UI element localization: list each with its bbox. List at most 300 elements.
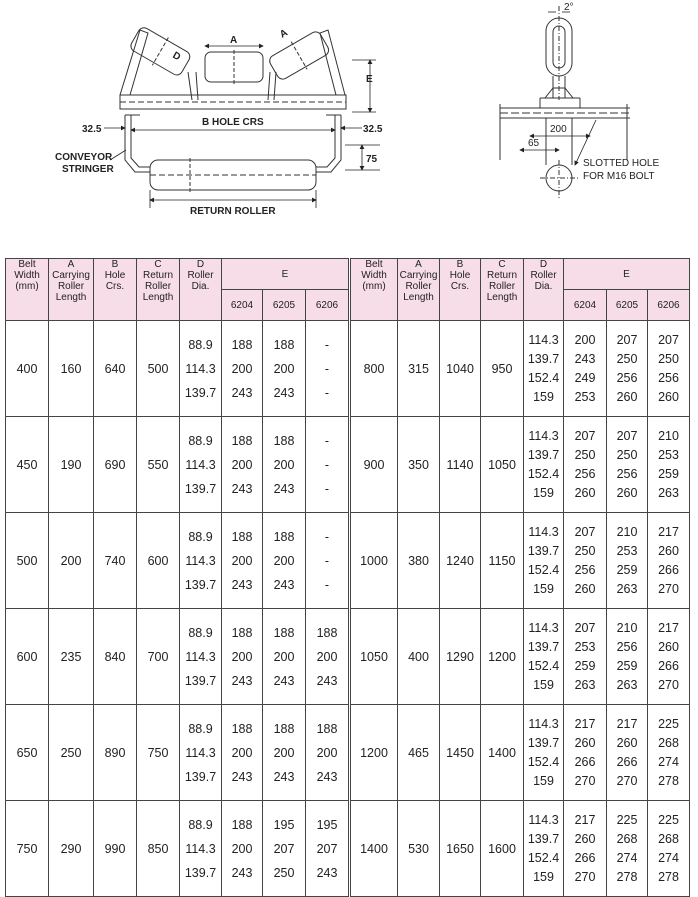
- header-line: Length: [142, 292, 174, 303]
- cell-value: 207: [574, 620, 596, 635]
- header-line: Return: [486, 270, 517, 281]
- header-line: Crs.: [450, 281, 470, 292]
- header-line: Length: [403, 292, 434, 303]
- cell-value: 88.9: [188, 721, 213, 736]
- cell-belt: 600: [6, 609, 49, 705]
- cell-value: 114.3: [528, 428, 559, 443]
- cell-e6206: [306, 417, 349, 513]
- cell-c: 950: [481, 321, 524, 417]
- cell-c: 1200: [481, 609, 524, 705]
- table-row: [6, 609, 349, 705]
- cell-value: 207: [616, 428, 638, 443]
- header-line: Belt: [18, 259, 36, 270]
- cell-a: 290: [49, 801, 94, 897]
- cell-value: 260: [616, 735, 638, 750]
- cell-e6205: [263, 801, 306, 897]
- cell-e6204: [222, 705, 263, 801]
- cell-value: 139.7: [527, 447, 560, 462]
- cell-b: 640: [94, 321, 137, 417]
- cell-value: 139.7: [527, 639, 560, 654]
- cell-value: 263: [658, 485, 679, 500]
- cell-value: 195: [273, 817, 295, 832]
- cell-value: 114.3: [185, 361, 216, 376]
- cell-value: 243: [273, 481, 295, 496]
- header-e-6205: 6205: [263, 290, 306, 321]
- cell-value: 266: [574, 850, 596, 865]
- header-line: Roller: [405, 281, 432, 292]
- cell-e6205: [607, 321, 648, 417]
- cell-d: [524, 705, 564, 801]
- cell-value: 253: [574, 639, 596, 654]
- cell-d: [524, 513, 564, 609]
- cell-value: 139.7: [184, 673, 217, 688]
- cell-e6204: [222, 513, 263, 609]
- cell-value: 260: [574, 735, 596, 750]
- table-row: [351, 513, 690, 609]
- header-e-6205: 6205: [607, 290, 648, 321]
- cell-value: 217: [616, 716, 638, 731]
- cell-value: 200: [273, 361, 295, 376]
- cell-value: 256: [574, 466, 596, 481]
- cell-a: 235: [49, 609, 94, 705]
- cell-value: -: [324, 361, 330, 376]
- dim-a-label: A: [230, 35, 238, 46]
- troughing-idler-diagram: [120, 23, 346, 192]
- cell-value: 243: [316, 865, 338, 880]
- cell-value: 266: [574, 754, 596, 769]
- cell-value: 243: [316, 769, 338, 784]
- cell-c: 1400: [481, 705, 524, 801]
- cell-b: 1650: [440, 801, 481, 897]
- table-row: [6, 513, 349, 609]
- header-line: Length: [55, 292, 87, 303]
- stringer-label: STRINGER: [62, 164, 114, 175]
- table-row: [351, 609, 690, 705]
- header-line: Width: [14, 270, 40, 281]
- cell-e6206: [648, 513, 690, 609]
- header-line: Crs.: [105, 281, 125, 292]
- cell-value: 200: [231, 361, 253, 376]
- cell-value: 188: [273, 529, 295, 544]
- cell-value: 243: [273, 385, 295, 400]
- cell-a: 350: [398, 417, 440, 513]
- header-line: Dia.: [534, 281, 553, 292]
- cell-e6204: [564, 609, 607, 705]
- cell-value: 152.4: [527, 658, 560, 673]
- table-row: [351, 801, 690, 897]
- cell-value: 278: [658, 773, 679, 788]
- header-line: A: [415, 259, 422, 270]
- cell-d: [524, 321, 564, 417]
- cell-c: 500: [137, 321, 180, 417]
- cell-value: 243: [231, 577, 253, 592]
- cell-e6204: [222, 801, 263, 897]
- header-line: Width: [361, 270, 387, 281]
- header-e: E: [222, 259, 349, 290]
- cell-value: 263: [616, 581, 638, 596]
- cell-value: 259: [658, 466, 679, 481]
- cell-d: [524, 417, 564, 513]
- cell-value: 207: [658, 332, 679, 347]
- cell-value: 200: [316, 745, 338, 760]
- cell-value: 243: [231, 673, 253, 688]
- cell-c: 1050: [481, 417, 524, 513]
- cell-belt: 450: [6, 417, 49, 513]
- cell-value: -: [324, 457, 330, 472]
- cell-value: 243: [231, 865, 253, 880]
- header-d-roller-dia: [524, 259, 564, 321]
- header-line: Roller: [187, 270, 214, 281]
- cell-value: 266: [658, 658, 679, 673]
- cell-value: 250: [658, 351, 679, 366]
- cell-e6204: [564, 417, 607, 513]
- cell-e6206: [306, 513, 349, 609]
- dim-e-label: E: [366, 74, 373, 85]
- cell-value: 274: [658, 850, 679, 865]
- cell-b: 740: [94, 513, 137, 609]
- header-line: Dia.: [191, 281, 210, 292]
- cell-value: 270: [658, 581, 679, 596]
- cell-belt: 1400: [351, 801, 398, 897]
- header-c-return-roller-length: [137, 259, 180, 321]
- b-hole-crs-label: B HOLE CRS: [202, 117, 264, 128]
- cell-value: 260: [658, 639, 679, 654]
- cell-value: 270: [616, 773, 638, 788]
- cell-belt: 800: [351, 321, 398, 417]
- header-line: (mm): [362, 281, 386, 292]
- cell-d: [180, 417, 222, 513]
- cell-value: 266: [658, 562, 679, 577]
- cell-value: 200: [273, 553, 295, 568]
- header-e-6206: 6206: [306, 290, 349, 321]
- cell-value: 256: [616, 466, 638, 481]
- header-a-carrying-roller-length: [398, 259, 440, 321]
- cell-c: 550: [137, 417, 180, 513]
- conveyor-label: CONVEYOR: [55, 152, 113, 163]
- cell-value: 210: [658, 428, 679, 443]
- header-belt-width: [351, 259, 398, 321]
- header-e: E: [564, 259, 690, 290]
- cell-value: 268: [616, 831, 638, 846]
- cell-value: 114.3: [185, 745, 216, 760]
- header-e-6204: 6204: [564, 290, 607, 321]
- cell-b: 1290: [440, 609, 481, 705]
- cell-value: 243: [273, 673, 295, 688]
- cell-a: 190: [49, 417, 94, 513]
- table-row: [351, 705, 690, 801]
- cell-value: 259: [616, 658, 638, 673]
- cell-e6205: [607, 513, 648, 609]
- cell-e6205: [263, 705, 306, 801]
- cell-c: 1600: [481, 801, 524, 897]
- cell-value: 256: [616, 639, 638, 654]
- header-line: Roller: [488, 281, 516, 292]
- header-line: Hole: [104, 270, 126, 281]
- header-a-carrying-roller-length: [49, 259, 94, 321]
- cell-value: 200: [316, 649, 338, 664]
- cell-e6205: [263, 609, 306, 705]
- return-drop-label: 75: [366, 154, 378, 165]
- cell-belt: 1200: [351, 705, 398, 801]
- cell-value: 188: [231, 433, 253, 448]
- cell-b: 990: [94, 801, 137, 897]
- cell-value: 188: [231, 625, 253, 640]
- cell-value: 225: [616, 812, 638, 827]
- header-line: Return: [142, 270, 173, 281]
- cell-e6204: [222, 609, 263, 705]
- cell-e6205: [607, 417, 648, 513]
- cell-value: 266: [616, 754, 638, 769]
- cell-value: 243: [273, 769, 295, 784]
- cell-e6206: [306, 321, 349, 417]
- cell-value: 152.4: [527, 754, 560, 769]
- angle-label: 2°: [564, 2, 574, 13]
- cell-value: 256: [574, 562, 596, 577]
- cell-value: 188: [231, 529, 253, 544]
- cell-d: [524, 609, 564, 705]
- cell-value: 114.3: [528, 812, 559, 827]
- cell-a: 200: [49, 513, 94, 609]
- header-line: Belt: [365, 259, 383, 270]
- header-e-6206: 6206: [648, 290, 690, 321]
- cell-e6205: [607, 705, 648, 801]
- cell-value: 249: [574, 370, 596, 385]
- cell-e6206: [648, 321, 690, 417]
- cell-value: 253: [658, 447, 679, 462]
- cell-value: 188: [273, 721, 295, 736]
- header-belt-width: [6, 259, 49, 321]
- cell-e6204: [564, 321, 607, 417]
- dim-d-label: D: [170, 50, 183, 64]
- cell-value: 243: [231, 769, 253, 784]
- cell-value: 139.7: [527, 735, 560, 750]
- cell-value: 159: [533, 677, 554, 692]
- cell-a: 380: [398, 513, 440, 609]
- width-200-label: 200: [550, 124, 567, 135]
- cell-value: 250: [616, 351, 638, 366]
- cell-c: 700: [137, 609, 180, 705]
- cell-value: 114.3: [528, 620, 559, 635]
- header-line: Carrying: [399, 270, 438, 281]
- cell-value: 217: [658, 620, 679, 635]
- cell-value: 259: [574, 658, 596, 673]
- header-line: Roller: [57, 281, 85, 292]
- cell-value: 274: [616, 850, 638, 865]
- cell-value: 188: [231, 337, 253, 352]
- cell-value: -: [324, 529, 330, 544]
- cell-a: 315: [398, 321, 440, 417]
- table-row: [6, 705, 349, 801]
- cell-belt: 400: [6, 321, 49, 417]
- cell-value: 260: [616, 389, 638, 404]
- dim-a-right-label: A: [278, 27, 290, 41]
- header-line: Hole: [449, 270, 471, 281]
- cell-value: 200: [273, 457, 295, 472]
- table-row: [351, 417, 690, 513]
- cell-value: 217: [658, 524, 679, 539]
- cell-value: 188: [231, 817, 253, 832]
- header-line: D: [196, 259, 205, 270]
- width-65-label: 65: [528, 138, 540, 149]
- cell-value: 253: [616, 543, 638, 558]
- cell-value: 274: [658, 754, 679, 769]
- cell-value: 159: [533, 389, 554, 404]
- cell-b: 1240: [440, 513, 481, 609]
- cell-value: 243: [273, 577, 295, 592]
- cell-value: 225: [658, 812, 679, 827]
- cell-value: 139.7: [184, 577, 217, 592]
- cell-value: 225: [658, 716, 679, 731]
- cell-value: 88.9: [188, 529, 213, 544]
- cell-e6204: [222, 321, 263, 417]
- cell-value: 152.4: [527, 850, 560, 865]
- cell-a: 400: [398, 609, 440, 705]
- cell-c: 850: [137, 801, 180, 897]
- cell-value: -: [324, 433, 330, 448]
- cell-b: 1040: [440, 321, 481, 417]
- cell-value: 188: [273, 337, 295, 352]
- return-roller-label: RETURN ROLLER: [190, 206, 276, 217]
- cell-value: 114.3: [528, 332, 559, 347]
- cell-value: 260: [574, 581, 596, 596]
- cell-value: -: [324, 385, 330, 400]
- cell-value: 200: [231, 553, 253, 568]
- cell-c: 600: [137, 513, 180, 609]
- cell-value: 88.9: [188, 817, 213, 832]
- right-offset-label: 32.5: [363, 124, 383, 135]
- cell-e6205: [263, 321, 306, 417]
- cell-value: 200: [231, 745, 253, 760]
- cell-value: 243: [231, 481, 253, 496]
- cell-value: 200: [231, 841, 253, 856]
- cell-value: 139.7: [184, 865, 217, 880]
- cell-e6206: [648, 609, 690, 705]
- cell-e6204: [564, 801, 607, 897]
- cell-value: 243: [574, 351, 596, 366]
- spec-table-left: [5, 258, 349, 897]
- cell-value: 159: [533, 869, 554, 884]
- cell-b: 690: [94, 417, 137, 513]
- cell-value: 259: [616, 562, 638, 577]
- header-d-roller-dia: [180, 259, 222, 321]
- cell-a: 160: [49, 321, 94, 417]
- cell-value: 260: [616, 485, 638, 500]
- table-row: [351, 321, 690, 417]
- header-e-6204: 6204: [222, 290, 263, 321]
- slotted-hole-label: SLOTTED HOLE: [583, 158, 660, 169]
- cell-value: 114.3: [528, 716, 559, 731]
- table-row: [6, 801, 349, 897]
- cell-value: 268: [658, 831, 679, 846]
- cell-d: [180, 609, 222, 705]
- cell-belt: 650: [6, 705, 49, 801]
- header-line: A: [67, 259, 75, 270]
- cell-value: 139.7: [184, 385, 217, 400]
- cell-b: 840: [94, 609, 137, 705]
- cell-value: 188: [316, 625, 338, 640]
- cell-value: 278: [658, 869, 679, 884]
- for-bolt-label: FOR M16 BOLT: [583, 171, 655, 182]
- idler-drawings: [0, 0, 698, 245]
- cell-value: -: [324, 337, 330, 352]
- cell-e6206: [648, 801, 690, 897]
- header-b-hole-crs: [94, 259, 137, 321]
- cell-value: 200: [231, 457, 253, 472]
- cell-value: 217: [574, 812, 596, 827]
- cell-b: 890: [94, 705, 137, 801]
- cell-value: 114.3: [185, 457, 216, 472]
- cell-value: 250: [574, 447, 596, 462]
- cell-value: 114.3: [185, 841, 216, 856]
- table-row: [6, 417, 349, 513]
- cell-value: 263: [574, 677, 596, 692]
- cell-value: 152.4: [527, 562, 560, 577]
- cell-e6206: [306, 801, 349, 897]
- cell-d: [180, 321, 222, 417]
- cell-value: 207: [616, 332, 638, 347]
- header-line: D: [539, 259, 548, 270]
- cell-value: 152.4: [527, 370, 560, 385]
- cell-value: 210: [616, 524, 638, 539]
- header-line: Roller: [144, 281, 172, 292]
- cell-a: 465: [398, 705, 440, 801]
- cell-belt: 1050: [351, 609, 398, 705]
- table-row: [6, 321, 349, 417]
- cell-d: [180, 801, 222, 897]
- cell-d: [180, 705, 222, 801]
- cell-d: [180, 513, 222, 609]
- cell-value: 250: [616, 447, 638, 462]
- cell-belt: 750: [6, 801, 49, 897]
- cell-value: 139.7: [184, 769, 217, 784]
- cell-value: 260: [658, 389, 679, 404]
- cell-value: 207: [574, 428, 596, 443]
- cell-value: 139.7: [184, 481, 217, 496]
- header-line: Roller: [530, 270, 557, 281]
- cell-value: 260: [658, 543, 679, 558]
- cell-value: 268: [658, 735, 679, 750]
- cell-a: 250: [49, 705, 94, 801]
- cell-value: 260: [574, 485, 596, 500]
- cell-c: 1150: [481, 513, 524, 609]
- cell-e6205: [263, 513, 306, 609]
- spec-table-right: [350, 258, 690, 897]
- cell-value: 256: [658, 370, 679, 385]
- cell-value: 253: [574, 389, 596, 404]
- cell-value: 270: [658, 677, 679, 692]
- cell-belt: 500: [6, 513, 49, 609]
- cell-value: 243: [316, 673, 338, 688]
- cell-e6204: [564, 513, 607, 609]
- cell-b: 1140: [440, 417, 481, 513]
- cell-value: 88.9: [188, 337, 213, 352]
- cell-value: 159: [533, 581, 554, 596]
- cell-d: [524, 801, 564, 897]
- cell-e6205: [263, 417, 306, 513]
- cell-c: 750: [137, 705, 180, 801]
- cell-a: 530: [398, 801, 440, 897]
- bracket-side-view-diagram: [500, 6, 630, 198]
- cell-value: 200: [273, 649, 295, 664]
- cell-value: 263: [616, 677, 638, 692]
- cell-value: 270: [574, 869, 596, 884]
- cell-b: 1450: [440, 705, 481, 801]
- header-c-return-roller-length: [481, 259, 524, 321]
- cell-value: 139.7: [527, 831, 560, 846]
- cell-value: 114.3: [185, 649, 216, 664]
- cell-value: 243: [231, 385, 253, 400]
- header-line: Carrying: [52, 270, 90, 281]
